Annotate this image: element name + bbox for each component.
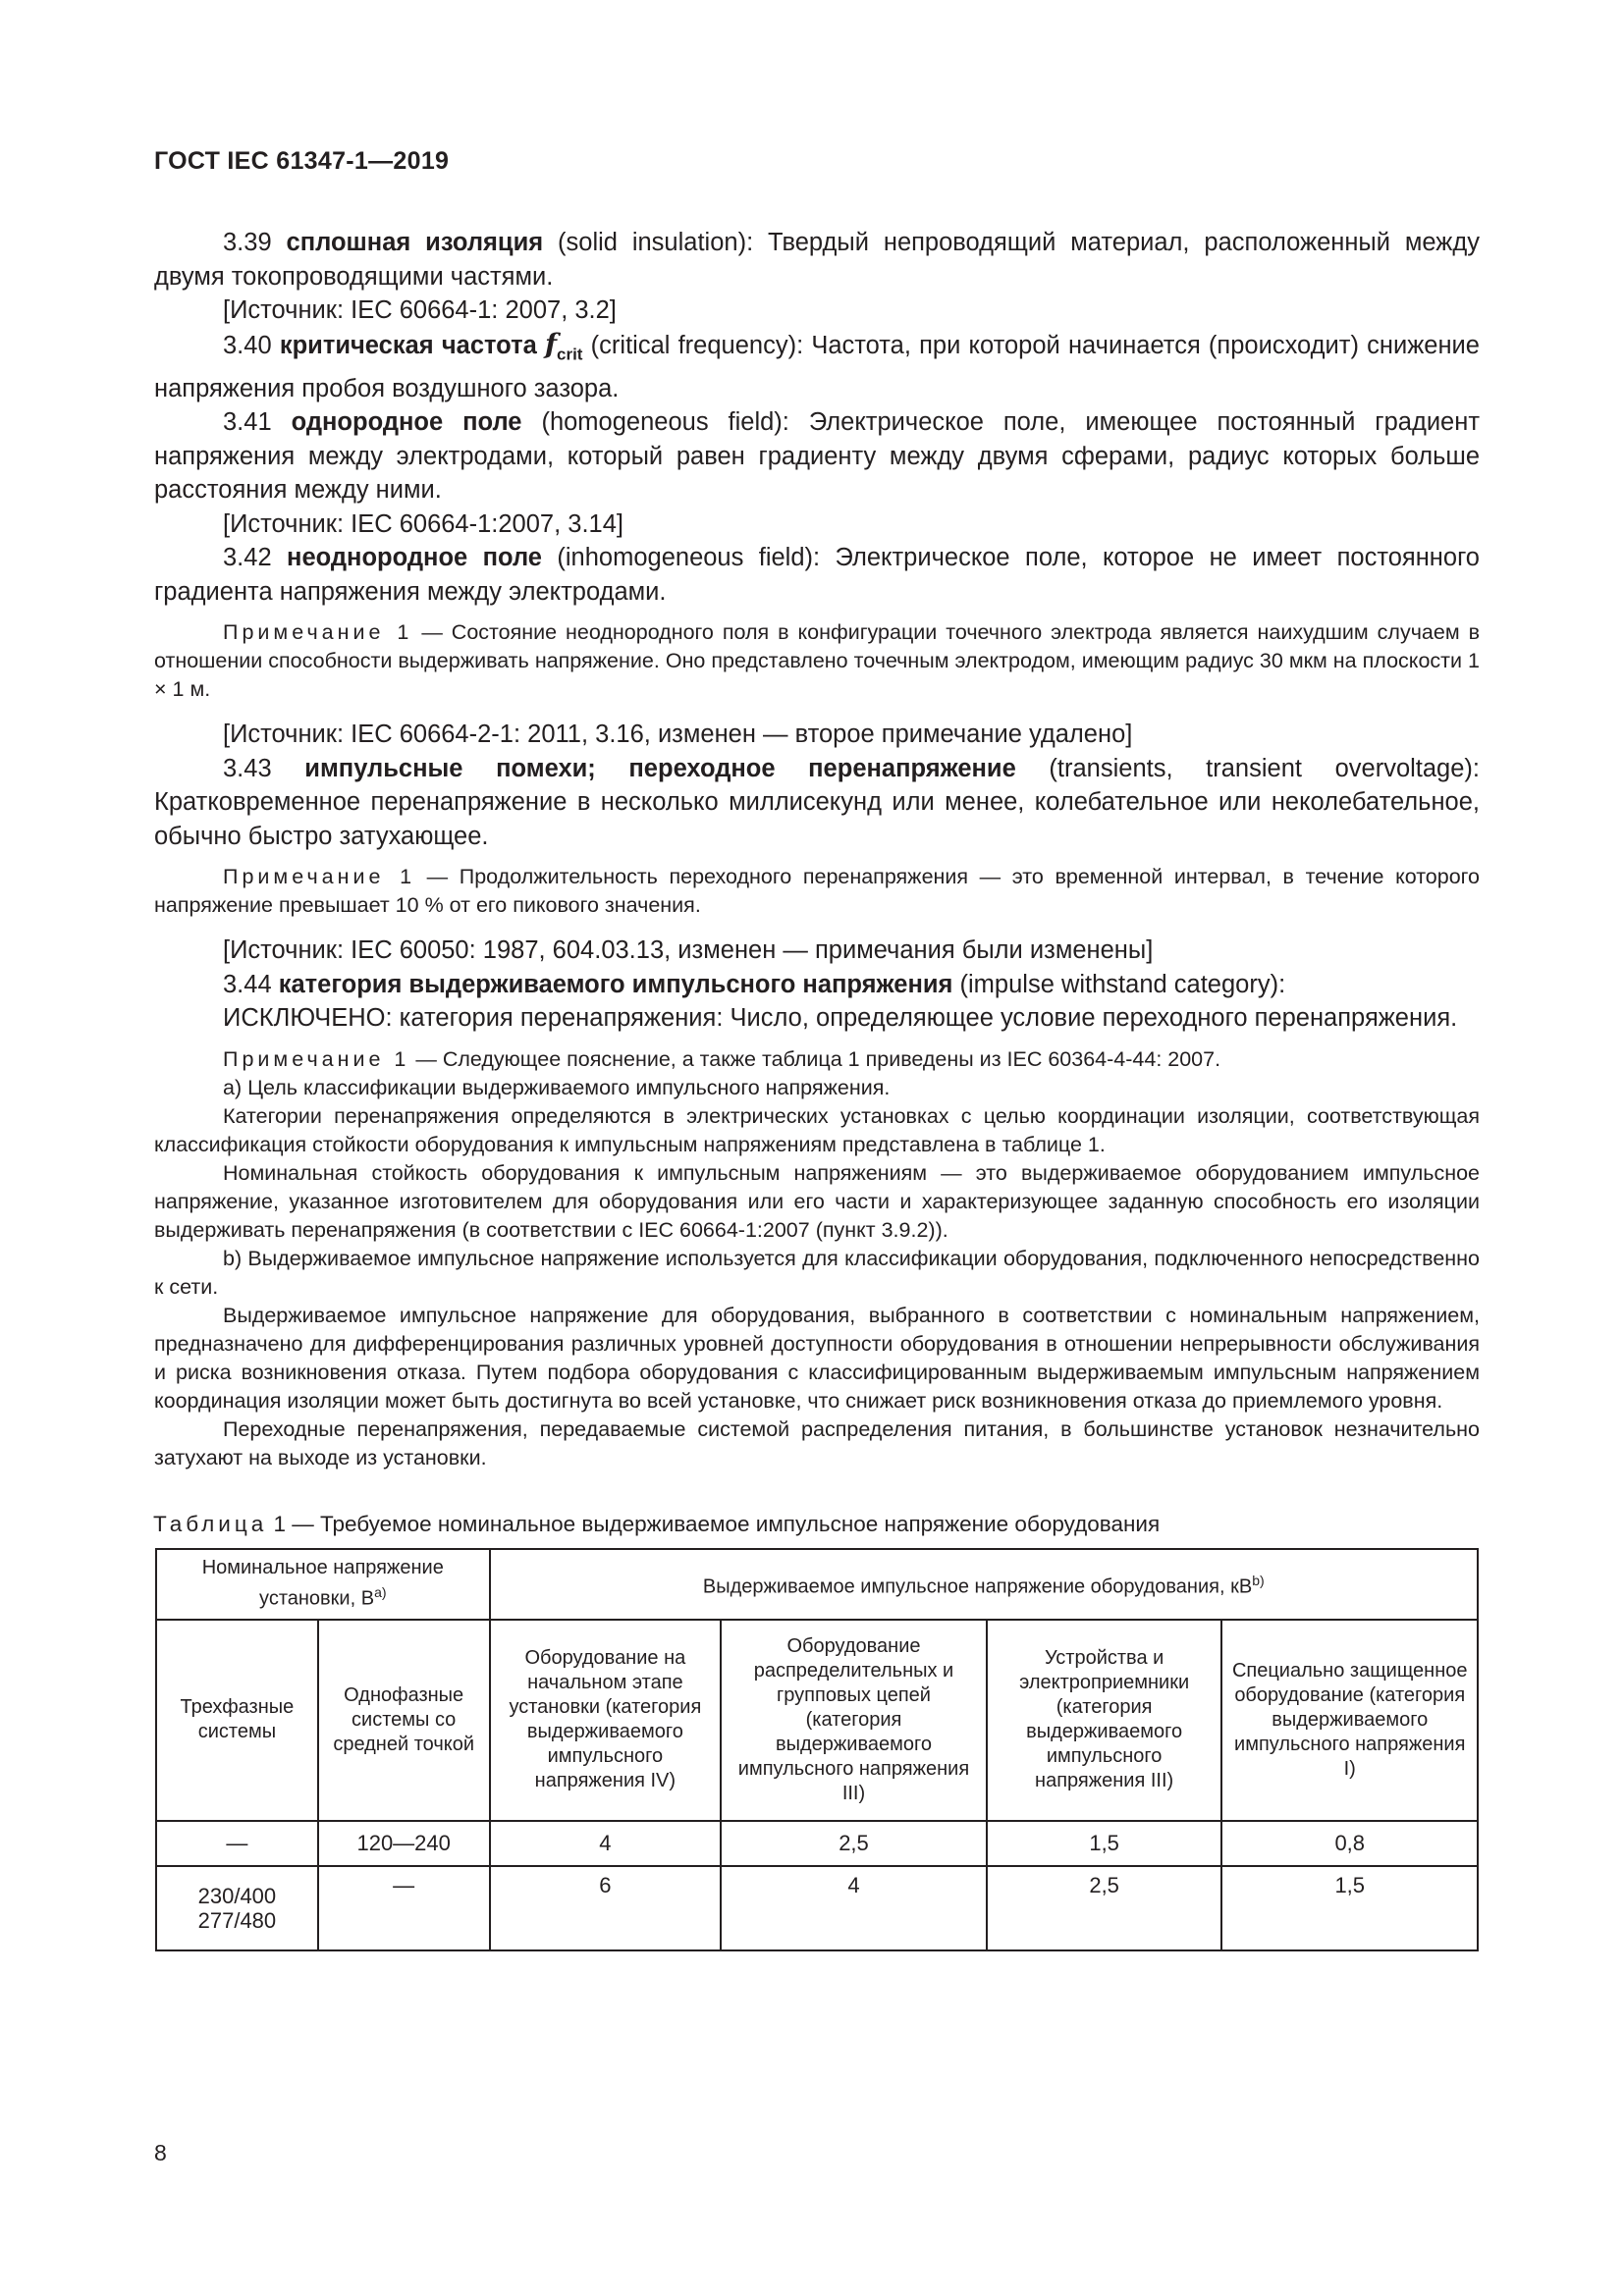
note-3-44-para-4: Переходные перенапряжения, передаваемые системой распределения питания, в большинстве установок незначительно затухают на выходе из установки. (154, 1416, 1480, 1469)
header-withstand-voltage: Выдерживаемое импульсное напряжение оборудования, $кВ^{b)}$ (490, 1549, 1478, 1620)
table-cell: 4 (721, 1866, 987, 1950)
table-row (156, 1821, 1478, 1866)
note-3-44-para-3: Выдерживаемое импульсное напряжение для оборудования, выбранного в соответствии с номинальным напряжением, предназначено для дифференцирования различных уровней доступности оборудования в отношении непрерывности обслуживания и риска возникновения отказа. Путем подбора оборудования с классифицированным выдерживаемым импульсным напряжением координация изоляции может быть достигнута во всей установке, что снижает риск возникновения отказа до приемлемого уровня. (154, 1303, 1480, 1413)
source-3-41: [Источник: IEC 60664-1:2007, 3.14] (223, 509, 623, 538)
table-cell: 230/400 277/480 (156, 1866, 318, 1950)
table-cell: 120—240 (318, 1821, 490, 1866)
subheader-protected: Специально защищенное оборудование (категория выдерживаемого импульсного напряжения I) (1221, 1620, 1478, 1821)
page-number: 8 (154, 2140, 167, 2165)
table-cell: 6 (490, 1866, 722, 1950)
subheader-distribution: Оборудование распределительных и групповых цепей (категория выдерживаемого импульсного напряжения III) (721, 1620, 987, 1821)
table-cell: 2,5 (987, 1866, 1222, 1950)
subheader-category-iv: Оборудование на начальном этапе установки (категория выдерживаемого импульсного напряжения IV) (490, 1620, 722, 1821)
term-impulse-withstand-category: категория выдерживаемого импульсного напряжения (278, 970, 953, 998)
table-cell: 4 (490, 1821, 722, 1866)
table-cell: 1,5 (987, 1821, 1222, 1866)
document-header: ГОСТ IEC 61347-1—2019 (154, 147, 450, 175)
subheader-appliances: Устройства и электроприемники (категория выдерживаемого импульсного напряжения III) (987, 1620, 1222, 1821)
table-cell: 0,8 (1221, 1821, 1478, 1866)
term-solid-insulation: сплошная изоляция (286, 229, 544, 256)
clause-3-39: 3.39 сплошная изоляция (solid insulation): Твердый непроводящий материал, расположенный между двумя токопроводящими частями. (154, 229, 1480, 291)
clause-3-41: 3.41 однородное поле (homogeneous field): Электрическое поле, имеющее постоянный градиент напряжения между электродами, который равен градиенту между двумя сферами, радиус которых больше расстояния между ними. (154, 408, 1481, 505)
term-inhomogeneous-field: неоднородное поле (287, 544, 542, 572)
term-homogeneous-field: однородное поле (291, 408, 522, 437)
subheader-single-phase: Однофазные системы со средней точкой (318, 1620, 490, 1821)
subheader-three-phase: Трехфазные системы (156, 1620, 318, 1821)
clause-3-42: 3.42 неоднородное поле (inhomogeneous field): Электрическое поле, которое не имеет постоянного градиента напряжения между электродами. (154, 544, 1480, 606)
source-3-42: [Источник: IEC 60664-2-1: 2011, 3.16, изменен — второе примечание удалено] (223, 721, 1133, 749)
table-cell: 2,5 (721, 1821, 987, 1866)
note-3-44-item-a: a) Цель классификации выдерживаемого импульсного напряжения. (223, 1075, 891, 1099)
table-cell: — (156, 1821, 318, 1866)
page-body (154, 226, 1480, 1951)
clause-3-43: 3.43 импульсные помехи; переходное перенапряжение (transients, transient overvoltage): Кратковременное перенапряжение в несколько миллисекунд или менее, колебательное или неколебательное, обычно быстро затухающее. (154, 754, 1480, 850)
table-cell: 1,5 (1221, 1866, 1478, 1950)
note-3-42: Примечание 1 — Состояние неоднородного поля в конфигурации точечного электрода является наихудшим случаем в отношении способности выдерживать напряжение. Оно представлено точечным электродом, имеющим радиус 30 мкм на плоскости 1 × 1 м. (154, 620, 1480, 702)
clause-3-44: 3.44 категория выдерживаемого импульсного напряжения (impulse withstand category): (223, 970, 1286, 998)
note-3-44-para-1: Категории перенапряжения определяются в электрических установках с целью координации изоляции, соответствующая классификация стойкости оборудования к импульсным напряжениям представлена в таблице 1. (154, 1103, 1480, 1156)
term-transients: импульсные помехи; переходное перенапряжение (304, 754, 1016, 782)
note-3-44-item-b: b) Выдерживаемое импульсное напряжение используется для классификации оборудования, подключенного непосредственно к сети. (154, 1246, 1480, 1299)
clause-3-40: 3.40 критическая частота $f_{crit}$ (critical frequency): Частота, при которой начинается (происходит) снижение напряжения пробоя воздушного зазора. (154, 327, 1480, 402)
header-nominal-voltage: Номинальное напряжение установки, $В^{a)}$ (156, 1549, 490, 1620)
note-3-44: Примечание 1 — Следующее пояснение, а также таблица 1 приведены из IEC 60364-4-44: 2007. (223, 1046, 1221, 1071)
note-3-44-para-2: Номинальная стойкость оборудования к импульсным напряжениям — это выдерживаемое оборудованием импульсное напряжение, указанное изготовителем для оборудования или его части и характеризующее заданную способность его изоляции выдерживать перенапряжения (в соответствии с IEC 60664-1:2007 (пункт 3.9.2)). (154, 1160, 1480, 1242)
table-subheader-row (156, 1620, 1478, 1821)
table-caption: Таблица 1 — Требуемое номинальное выдерживаемое импульсное напряжение оборудования (153, 1511, 1161, 1536)
table-cell: — (318, 1866, 490, 1950)
note-3-43: Примечание 1 — Продолжительность переходного перенапряжения — это временной интервал, в течение которого напряжение превышает 10 % от его пикового значения. (154, 865, 1481, 918)
term-critical-frequency: критическая частота (279, 331, 537, 359)
table-row (156, 1866, 1478, 1950)
source-3-39: [Источник: IEC 60664-1: 2007, 3.2] (223, 296, 617, 324)
table-header-row (156, 1549, 1478, 1620)
clause-3-44-excluded: ИСКЛЮЧЕНО: категория перенапряжения: Число, определяющее условие переходного перенапряжения. (223, 1004, 1458, 1033)
symbol-f-crit: $f_{crit}$ (544, 327, 583, 364)
impulse-voltage-table (155, 1548, 1479, 1951)
source-3-43: [Источник: IEC 60050: 1987, 604.03.13, изменен — примечания были изменены] (223, 936, 1154, 965)
